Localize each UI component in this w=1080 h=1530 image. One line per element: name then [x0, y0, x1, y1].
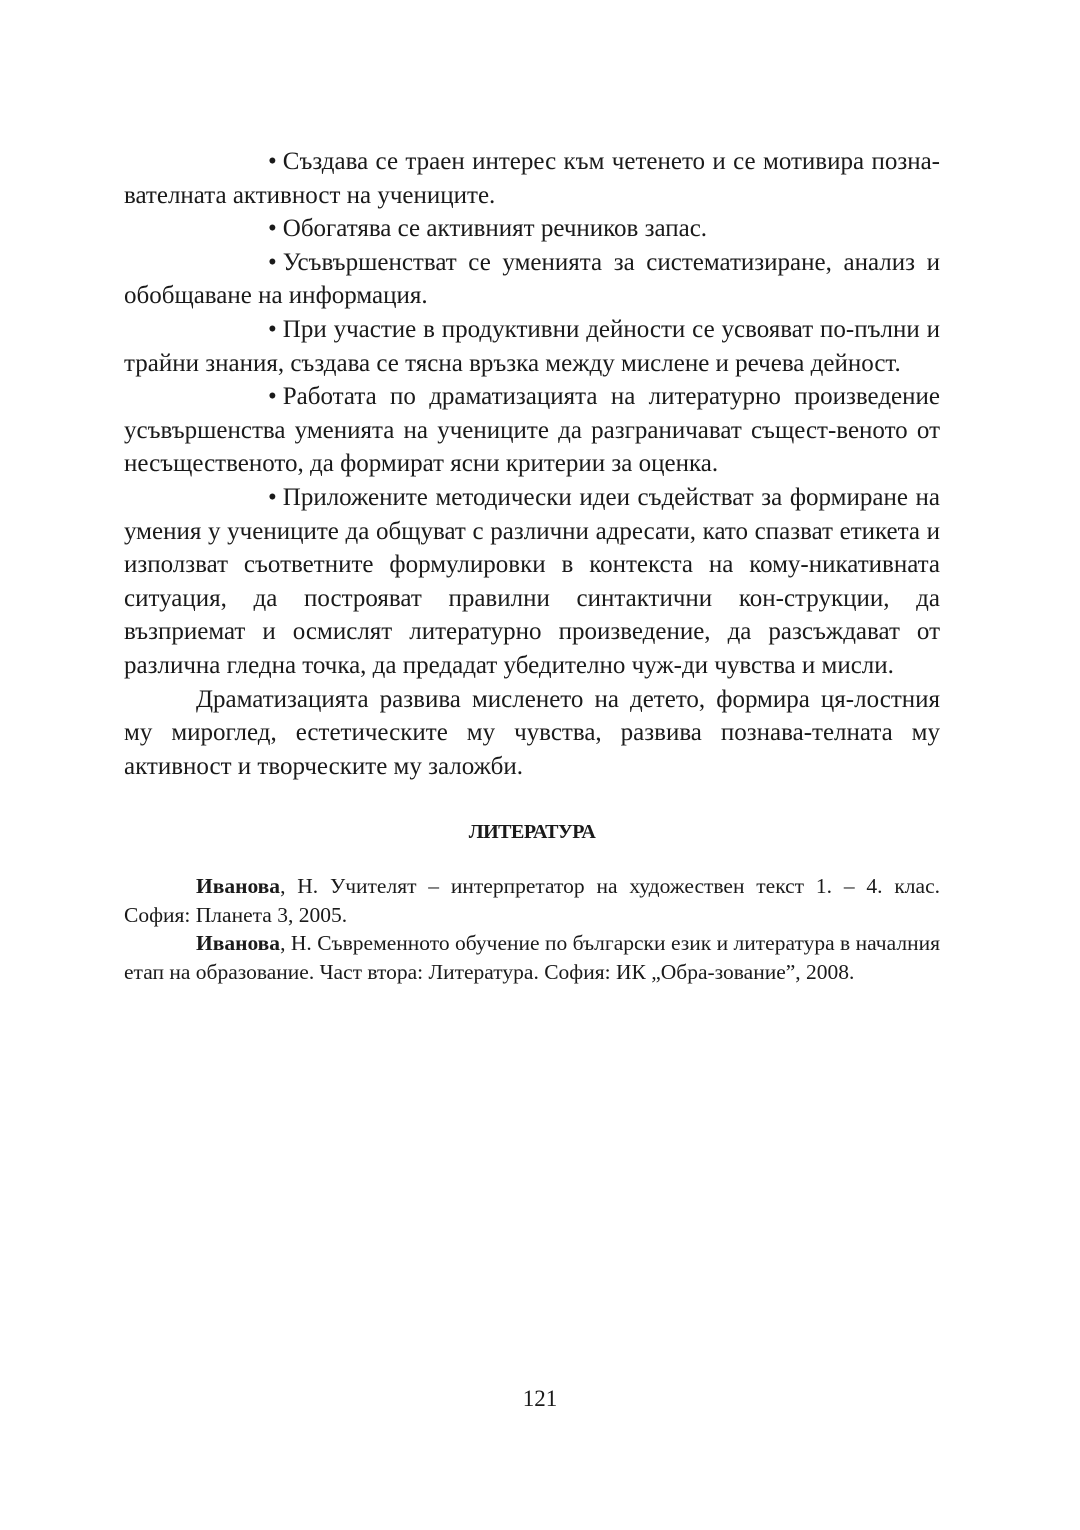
- reference-entry: [124, 929, 940, 986]
- bullet-paragraph: [124, 313, 940, 380]
- references-heading: ЛИТЕРАТУРА: [468, 821, 596, 844]
- bullet-icon: •: [268, 248, 277, 276]
- bullet-text: Обогатява се активният речников запас.: [282, 215, 708, 243]
- bullet-icon: •: [268, 148, 277, 175]
- bullet-text: Работата по драматизацията на литературно произведение усъвършенства уменията на учениците да разграничават същест-веното от несъщественото, да формират ясни критерии за оценка.: [124, 383, 940, 478]
- bullet-icon: •: [268, 383, 277, 411]
- bullet-paragraph: [124, 145, 940, 212]
- bullet-paragraph: [124, 481, 940, 683]
- bullet-icon: •: [268, 483, 277, 511]
- page-number: 121: [522, 1386, 558, 1411]
- bullet-icon: •: [268, 215, 277, 243]
- reference-author: Иванова: [196, 931, 281, 956]
- bullet-icon: •: [268, 315, 277, 343]
- bullet-text: Усъвършенстват се уменията за систематизиране, анализ и обобщаване на информация.: [124, 248, 940, 310]
- closing-paragraph: Драматизацията развива мисленето на детето, формира ця-лостния му мироглед, естетическите му чувства, развива познава-телната му активност и творческите му заложби.: [124, 685, 940, 780]
- reference-entry: [124, 872, 940, 929]
- reference-details: , Н. Учителят – интерпретатор на художествен текст 1. – 4. клас. София: Планета 3, 2005.: [124, 874, 940, 927]
- page-content: [124, 145, 940, 987]
- bullet-text: Създава се траен интерес към четенето и се мотивира позна-вателната активност на учениците.: [124, 148, 940, 209]
- bullet-text: Приложените методически идеи съдействат за формиране на умения у учениците да общуват с различни адресати, като спазват етикета и използват съответните формулировки в контекста на кому-никативната ситуация, да построяват правилни синтактични кон-струкции, да възприемат и осмислят литературно произведение, да разсъждават от различна гледна точка, да предадат убедително чуж-ди чувства и мисли.: [124, 483, 940, 679]
- bullet-paragraph: [124, 246, 940, 313]
- reference-details: , Н. Съвременното обучение по български език и литература в началния етап на образование. Част втора: Литература. София: ИК „Обра-зование”, 2008.: [124, 931, 940, 985]
- bullet-paragraph: [124, 212, 940, 246]
- bullet-text: При участие в продуктивни дейности се усвояват по-пълни и трайни знания, създава се тясна връзка между мислене и речева дейност.: [124, 315, 940, 377]
- reference-author: Иванова: [196, 874, 281, 899]
- bullet-paragraph: [124, 380, 940, 481]
